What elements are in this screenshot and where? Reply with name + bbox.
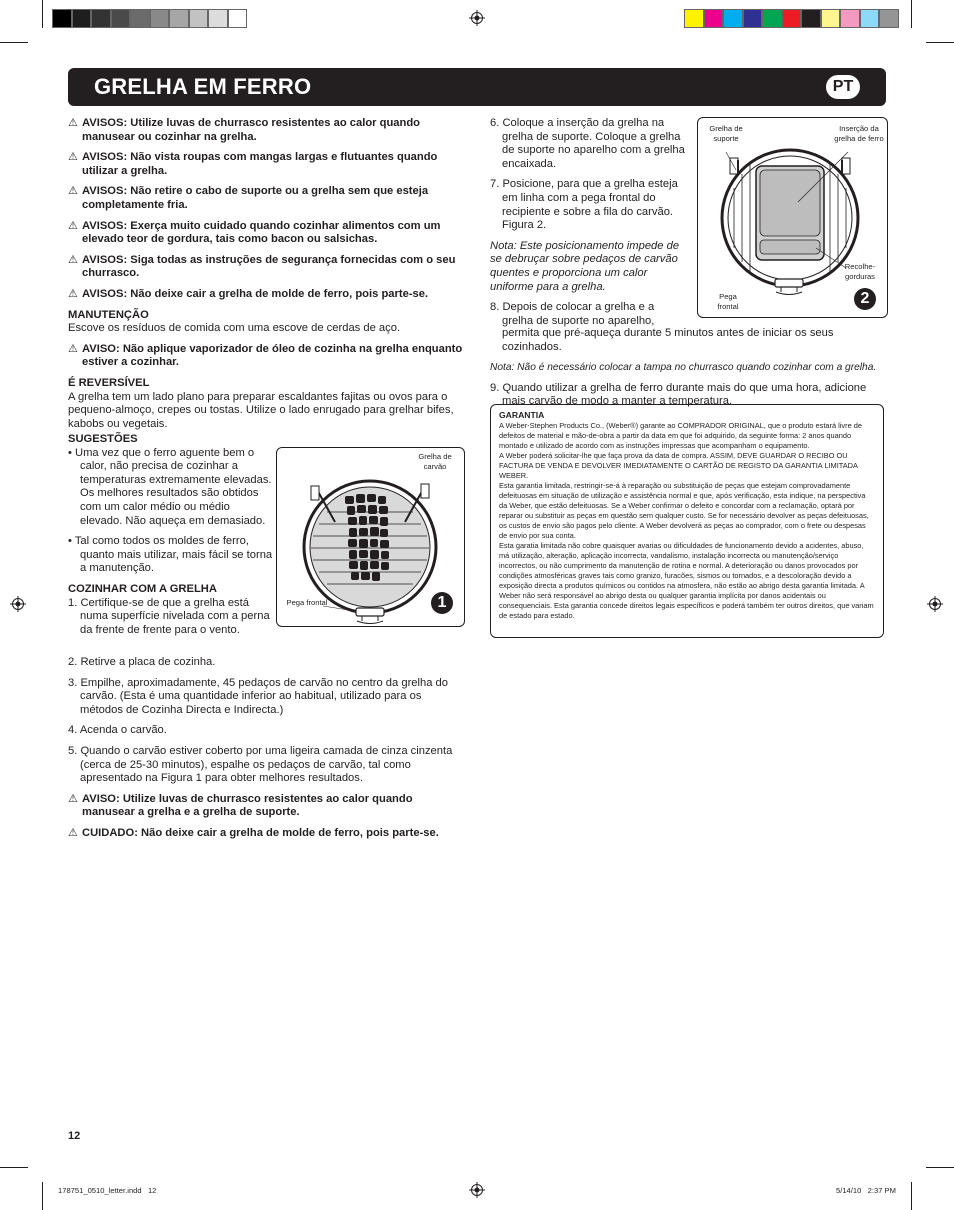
warranty-paragraph: A Weber poderá solicitar-lhe que faça prova da data de compra. ASSIM, DEVE GUARDAR O RECIBO OU FACTURA DE VENDA E DEVOLVER IMEDIATAMENTE O CARTÃO DE REGISTO DA GARANTIA LIMITADA WEBER.: [499, 451, 858, 480]
print-timestamp: 5/14/10 2:37 PM: [836, 1186, 896, 1195]
color-swatch: [228, 9, 248, 28]
step-continuation: permita que pré-aqueça durante 5 minutos antes de iniciar os seus cozinhados.: [502, 327, 834, 353]
step-item: 8. Depois de colocar a grelha e a grelha de suporte no aparelho,: [490, 301, 655, 327]
warning-triangle-icon: ⚠: [68, 287, 79, 300]
step-item: 2. Retirve a placa de cozinha.: [68, 656, 216, 668]
crop-mark: [0, 1167, 28, 1168]
page-title: GRELHA EM FERRO: [94, 74, 312, 99]
suggestions-heading: SUGESTÕES: [68, 433, 138, 445]
note-text: Nota: Este posicionamento impede de se debruçar sobre pedaços de carvão quentes e proporciona um calor uniforme para a grelha.: [490, 239, 680, 293]
warranty-paragraph: Esta garantia limitada, restringir-se-á à reparação ou substituição de peças que estejam comprovadamente defeituosas em situação de utilização e assistência normal e que, após verificação, esta indique, na perspectiva da Weber, que estão defeituosas. Se a Weber confirmar o defeito e concordar com a reclamação, optará por reparar ou substituir as peças em questão sem qualquer custo. Se for necessário devolver as peças defeituosas, os custos de envio são pagos pelo cliente. A Weber devolverá as peças ao comprador, com o frete ou despesas de envio por sua conta.: [499, 481, 869, 540]
note-text: Nota: Não é necessário colocar a tampa no churrasco quando cozinhar com a grelha.: [490, 362, 877, 374]
warranty-paragraph: Esta garatia limitada não cobre quaisquer avarias ou dificuldades de funcionamento devido a acidentes, abuso, má utilização, alteração, aplicação incorrecta, vandalismo, instalação incorrecta ou manutenção/serviço incorrectos, ou não cumprimento da manutenção de rotina e normal. A deterioração ou danos provocados por condições atmosféricas graves tais como granizo, furacões, sismos ou tornados, e a descoloração devido a exposição directa a produtos químicos ou contidos na atmosfera, não estão ao abrigo desta garantia limitada. A Weber não será responsável ao abrigo desta ou qualquer garantia implícita por danos acidentais ou consequenciais. Esta garantia concede direitos legais específicos e poderá também ter outros direitos, que variam de estado para estado.: [499, 541, 874, 620]
reversible-heading: É REVERSÍVEL: [68, 376, 150, 389]
warning-item: [68, 185, 463, 212]
crop-mark: [926, 1167, 954, 1168]
maintenance-heading: MANUTENÇÃO: [68, 308, 149, 321]
cmyk-color-bar: [684, 9, 899, 28]
color-swatch: [782, 9, 802, 28]
warning-text: CUIDADO: Não deixe cair a grelha de molde de ferro, pois parte-se.: [82, 826, 439, 839]
warning-text: AVISOS: Não retire o cabo de suporte ou a grelha sem que esteja completamente fria.: [82, 185, 429, 211]
suggestions-section: [68, 433, 273, 644]
color-swatch: [684, 9, 704, 28]
step-item: 3. Empilhe, aproximadamente, 45 pedaços de carvão no centro da grelha do carvão. (Esta é uma quantidade inferior ao habitual, utilizado para os métodos de Cozinha Directa e Indirecta.): [68, 676, 448, 716]
warning-text: AVISOS: Utilize luvas de churrasco resistentes ao calor quando manusear ou cozinhar na grelha.: [82, 117, 421, 143]
warranty-box: [490, 404, 884, 638]
warning-item: [68, 288, 463, 302]
step-item: 5. Quando o carvão estiver coberto por uma ligeira camada de cinza cinzenta (cerca de 25-30 minutos), espalhe os pedaços de carvão, tal como apresentado na Figura 1 para obter melhores resultados.: [68, 744, 453, 785]
registration-mark-icon: [469, 10, 485, 26]
warning-triangle-icon: ⚠: [68, 253, 79, 266]
color-swatch: [72, 9, 92, 28]
warning-triangle-icon: ⚠: [68, 342, 79, 355]
crop-mark: [0, 42, 28, 43]
step-item: 4. Acenda o carvão.: [68, 724, 167, 737]
registration-mark-icon: [10, 596, 26, 612]
language-badge: PT: [826, 75, 860, 99]
warning-item: [68, 827, 463, 841]
left-column-top: [68, 117, 463, 438]
color-swatch: [840, 9, 860, 28]
figure-label-handle: Pega frontal: [717, 292, 739, 311]
step-item: 6. Coloque a inserção da grelha na grelha de suporte. Coloque a grelha de suporte no aparelho com a grelha encaixada.: [490, 117, 685, 170]
warning-text: AVISOS: Não vista roupas com mangas largas e flutuantes quando utilizar a grelha.: [82, 151, 438, 177]
step-item: 7. Posicione, para que a grelha esteja em linha com a pega frontal do recipiente e sobre a fila do carvão. Figura 2.: [490, 178, 678, 232]
list-item: • Uma vez que o ferro aguente bem o calor, não precisa de cozinhar a temperaturas extremamente elevadas. Os melhores resultados são obtidos com um calor médio ou médio elevado. Não aqueça em demasiado.: [68, 446, 272, 527]
warning-item: [68, 151, 463, 178]
warning-triangle-icon: ⚠: [68, 185, 79, 198]
color-swatch: [801, 9, 821, 28]
figure-label-grate: Grelha de carvão: [418, 452, 452, 471]
crop-mark: [911, 0, 912, 28]
color-swatch: [208, 9, 228, 28]
warning-item: [68, 254, 463, 281]
crop-mark: [42, 1182, 43, 1210]
color-swatch: [52, 9, 72, 28]
warranty-paragraph: A Weber-Stephen Products Co., (Weber®) garante ao COMPRADOR ORIGINAL, que o produto estará livre de defeitos de material e mão-de-obra a partir da data em que foi adquirido, da seguinte forma: 2 anos quando montado e utilizado de acordo com as instruções impressas que acompanham o equipamento.: [499, 421, 862, 450]
warning-text: AVISOS: Não deixe cair a grelha de molde de ferro, pois parte-se.: [82, 287, 429, 300]
right-column-top: [490, 117, 686, 328]
maintenance-text: Escove os resíduos de comida com uma escove de cerdas de aço.: [68, 322, 401, 335]
color-swatch: [879, 9, 899, 28]
reversible-text: A grelha tem um lado plano para preparar escaldantes fajitas ou ovos para o pequeno-almoço, crepes ou tostas. Utilize o lado enrugado para grelhar bifes, kabobs ou vegetais.: [68, 390, 454, 430]
registration-mark-icon: [927, 596, 943, 612]
color-swatch: [91, 9, 111, 28]
warning-triangle-icon: ⚠: [68, 219, 79, 232]
warning-text: AVISOS: Exerça muito cuidado quando cozinhar alimentos com um elevado teor de gordura, tais como bacon ou salsichas.: [82, 219, 441, 246]
warning-item: [68, 220, 463, 247]
figure-label-handle: Pega frontal: [286, 598, 328, 607]
right-column-bottom: [490, 327, 890, 416]
title-bar: [68, 68, 886, 106]
figure-number-badge: 1: [431, 592, 453, 614]
step-item: 1. Certifique-se de que a grelha está numa superfície nivelada com a perna da frente de frente para o vento.: [68, 596, 270, 636]
color-swatch: [130, 9, 150, 28]
warning-triangle-icon: ⚠: [68, 117, 79, 129]
warning-text: AVISO: Não aplique vaporizador de óleo de cozinha na grelha enquanto estiver a cozinhar.: [82, 342, 463, 369]
color-swatch: [189, 9, 209, 28]
warning-item: [68, 117, 463, 144]
crop-mark: [42, 0, 43, 28]
crop-mark: [926, 42, 954, 43]
color-swatch: [150, 9, 170, 28]
color-swatch: [860, 9, 880, 28]
color-swatch: [762, 9, 782, 28]
page-number: 12: [68, 1130, 81, 1142]
color-swatch: [723, 9, 743, 28]
warning-text: AVISOS: Siga todas as instruções de segurança fornecidas com o seu churrasco.: [82, 253, 456, 280]
figure-label-insert: Inserção da grelha de ferro: [834, 124, 884, 143]
color-swatch: [111, 9, 131, 28]
color-swatch: [704, 9, 724, 28]
warning-triangle-icon: ⚠: [68, 151, 79, 164]
grayscale-color-bar: [52, 9, 247, 28]
warning-text: AVISO: Utilize luvas de churrasco resistentes ao calor quando manusear a grelha e a grelha de suporte.: [82, 792, 413, 819]
figure-2: [697, 117, 888, 318]
warning-item: [68, 343, 463, 370]
figure-label-support: Grelha de suporte: [709, 124, 743, 143]
color-swatch: [743, 9, 763, 28]
figure-1: [276, 447, 465, 627]
warning-item: [68, 793, 463, 820]
step-item: 9. Quando utilizar a grelha de ferro durante mais do que uma hora, adicione mais carvão de modo a manter a temperatura.: [490, 381, 867, 408]
file-slug: 178751_0510_letter.indd 12: [58, 1186, 157, 1195]
warning-triangle-icon: ⚠: [68, 826, 79, 839]
list-item: • Tal como todos os moldes de ferro, quanto mais utilizar, mais fácil se torna a manutenção.: [68, 535, 273, 575]
color-swatch: [821, 9, 841, 28]
left-column-steps: [68, 656, 463, 848]
registration-mark-icon: [469, 1182, 485, 1198]
warranty-title: GARANTIA: [499, 410, 545, 420]
figure-number-badge: 2: [854, 288, 876, 310]
cooking-heading: COZINHAR COM A GRELHA: [68, 582, 217, 595]
cast-iron-grate-illustration: [698, 118, 887, 317]
figure-label-grease: Recolhe-gorduras: [844, 262, 876, 281]
warning-triangle-icon: ⚠: [68, 792, 79, 805]
color-swatch: [169, 9, 189, 28]
crop-mark: [911, 1182, 912, 1210]
